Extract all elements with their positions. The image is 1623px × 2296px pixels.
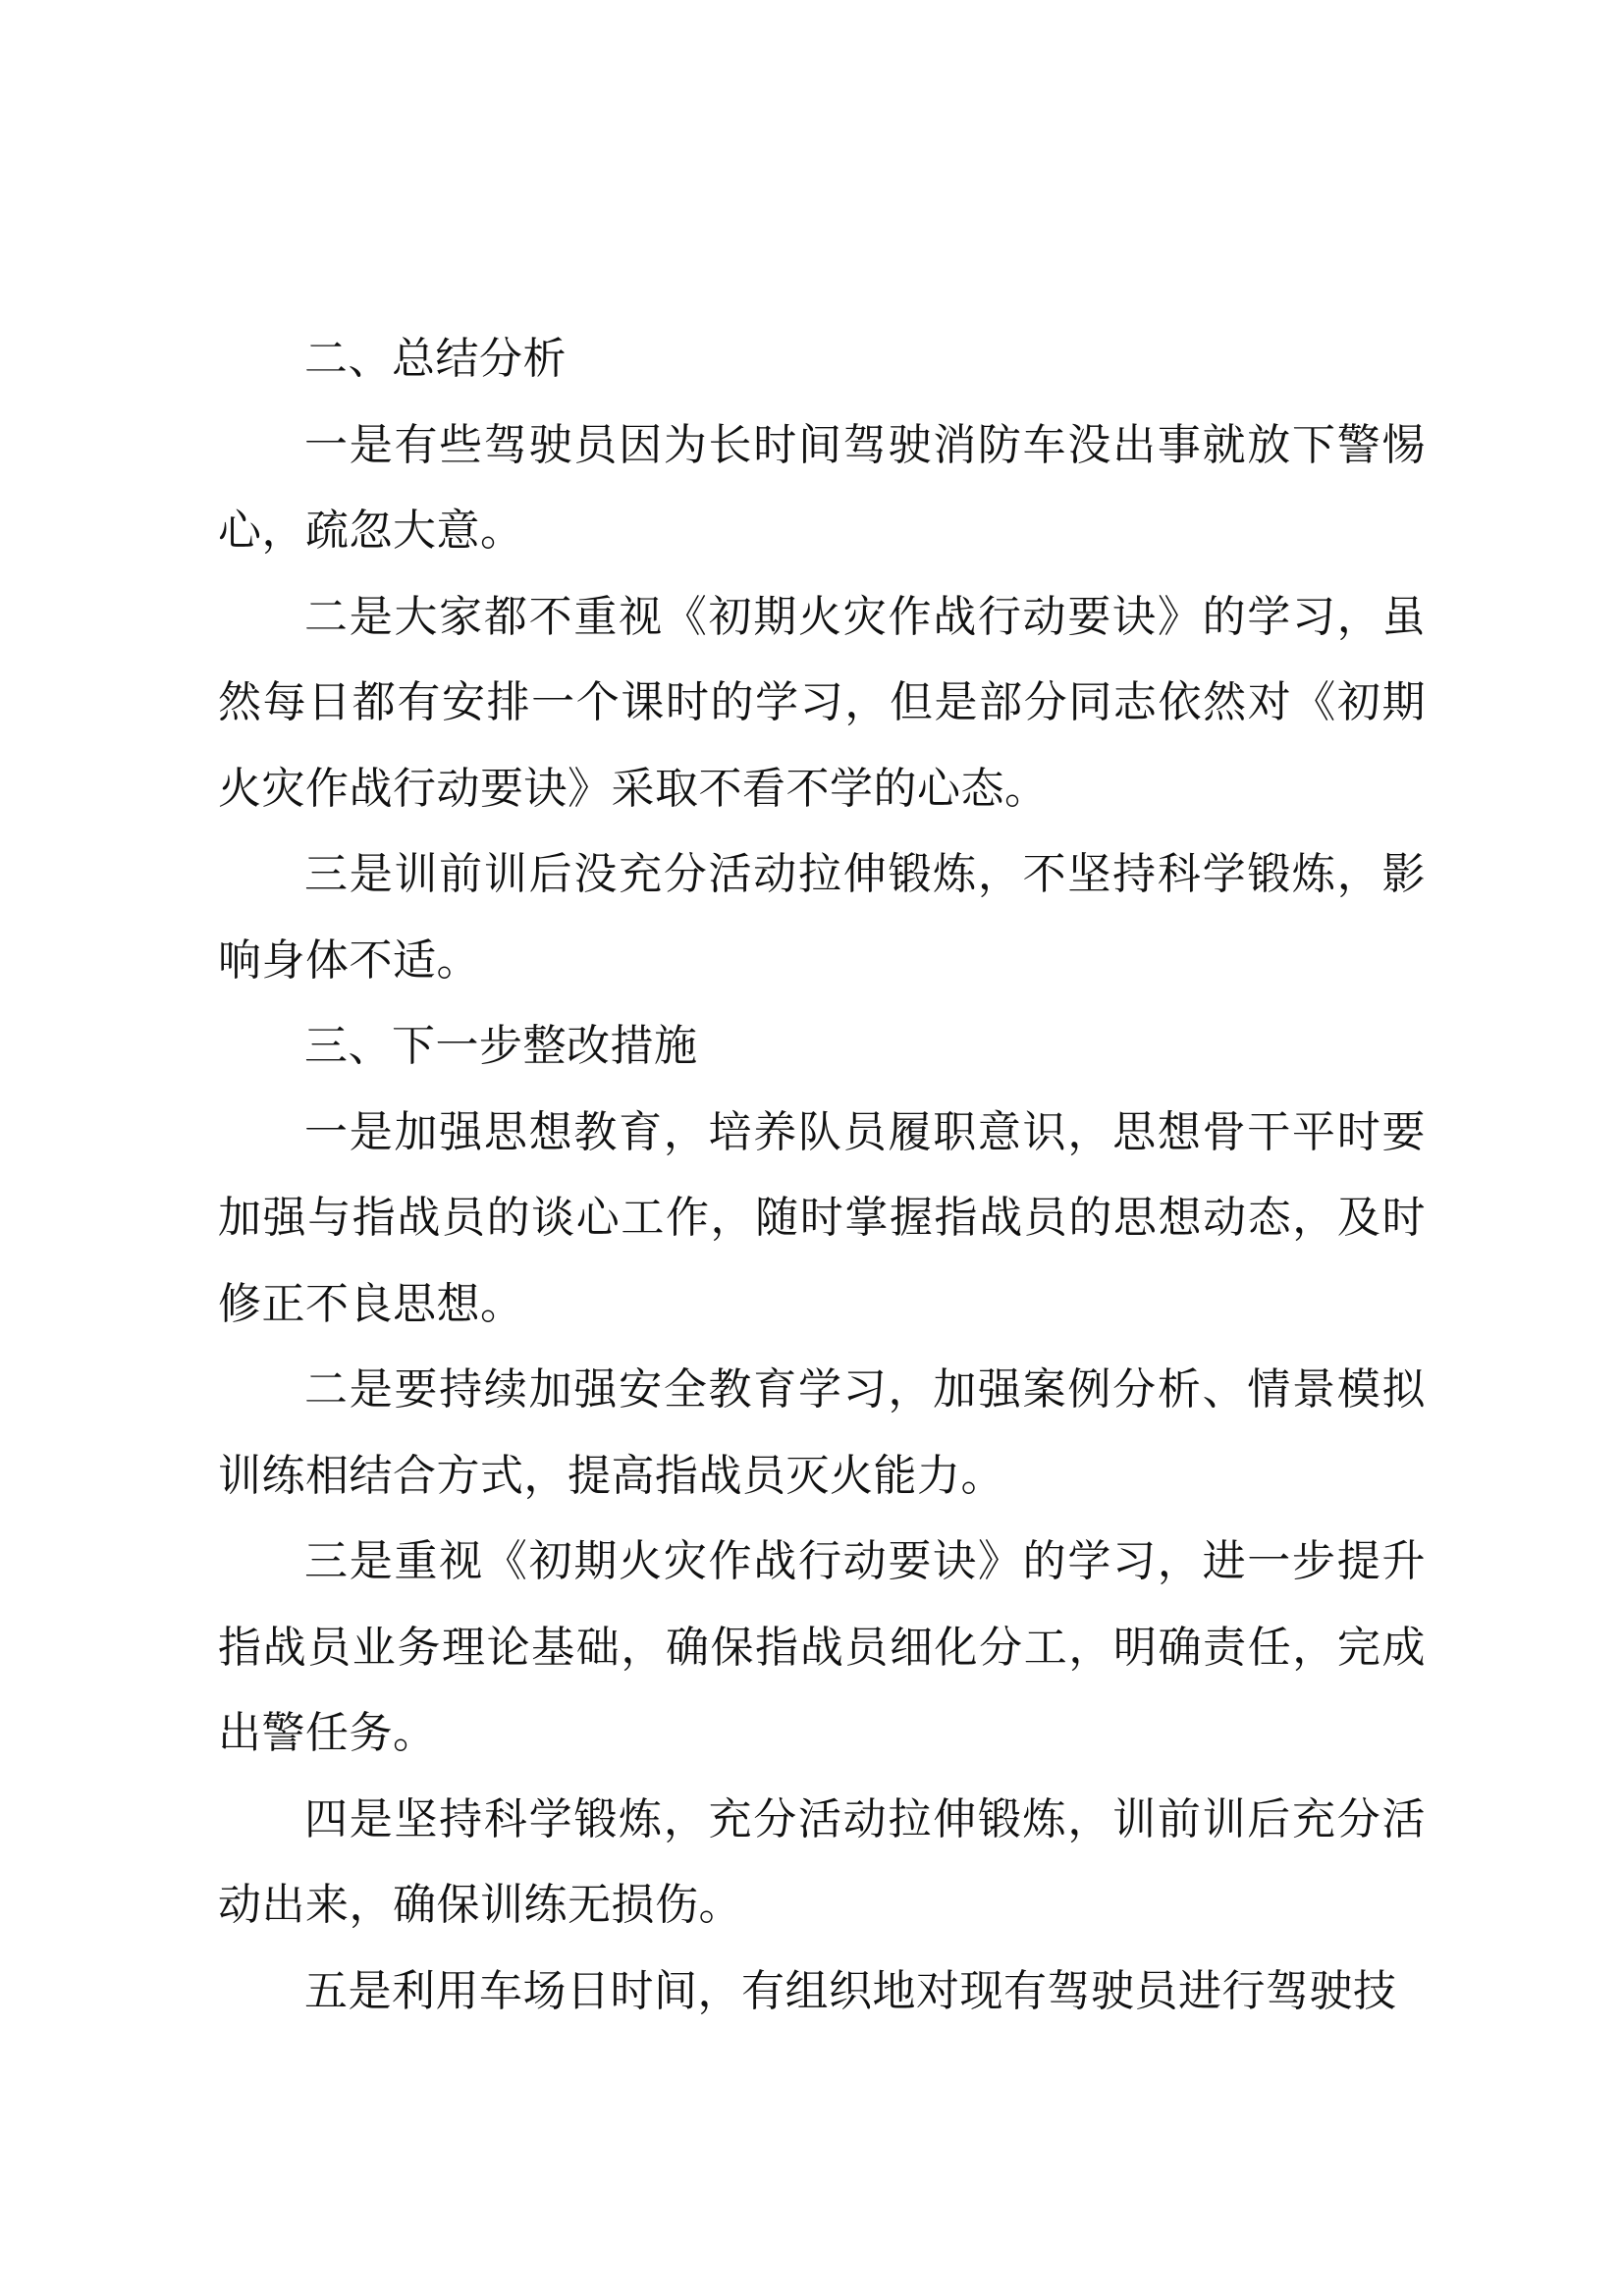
paragraph-measure-4: 四是坚持科学锻炼，充分活动拉伸锻炼，训前训后充分活动出来，确保训练无损伤。 — [218, 1793, 1426, 1930]
paragraph-summary-point-2: 二是大家都不重视《初期火灾作战行动要诀》的学习，虽然每日都有安排一个课时的学习，但是部分同志依然对《初期火灾作战行动要诀》采取不看不学的心态。 — [218, 591, 1426, 814]
document-body — [218, 316, 1426, 2034]
paragraph-measure-5: 五是利用车场日时间，有组织地对现有驾驶员进行驾驶技 — [304, 1965, 1397, 2016]
section-heading-summary-analysis: 二、总结分析 — [304, 334, 567, 384]
paragraph-measure-1: 一是加强思想教育，培养队员履职意识，思想骨干平时要加强与指战员的谈心工作，随时掌握指战员的思想动态，及时修正不良思想。 — [218, 1106, 1426, 1329]
paragraph-summary-point-3: 三是训前训后没充分活动拉伸锻炼，不坚持科学锻炼，影响身体不适。 — [218, 849, 1426, 986]
paragraph-summary-point-1: 一是有些驾驶员因为长时间驾驶消防车没出事就放下警惕心，疏忽大意。 — [218, 419, 1426, 556]
section-heading-rectification-measures: 三、下一步整改措施 — [304, 1021, 698, 1071]
paragraph-measure-3: 三是重视《初期火灾作战行动要诀》的学习，进一步提升指战员业务理论基础，确保指战员细化分工，明确责任，完成出警任务。 — [218, 1536, 1426, 1758]
paragraph-measure-2: 二是要持续加强安全教育学习，加强案例分析、情景模拟训练相结合方式，提高指战员灭火能力。 — [218, 1364, 1426, 1501]
